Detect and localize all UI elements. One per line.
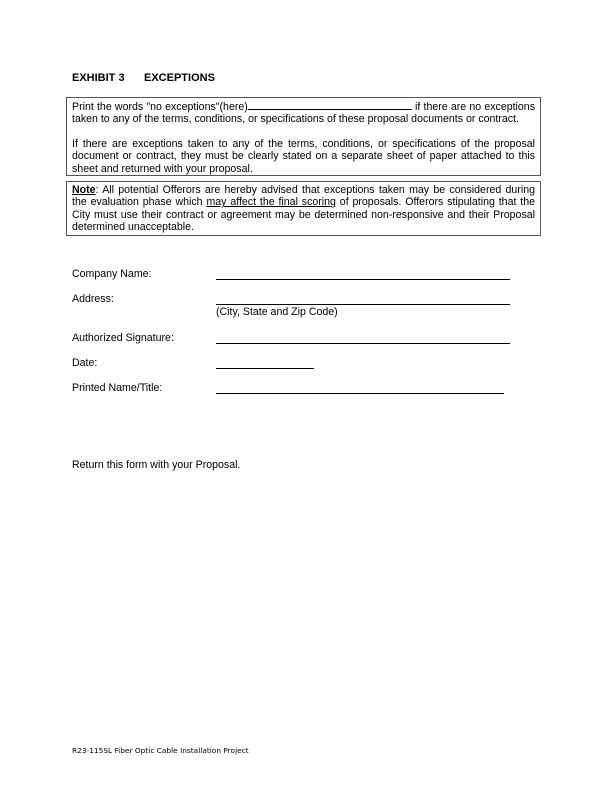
exhibit-heading <box>72 72 215 84</box>
date-label: Date: <box>72 357 98 369</box>
return-instruction: Return this form with your Proposal. <box>72 459 241 471</box>
note-underlined-text: may affect the final scoring <box>206 196 336 209</box>
note-label: Note <box>72 184 96 196</box>
address-label: Address: <box>72 293 114 305</box>
note-box <box>66 181 541 236</box>
exhibit-number: EXHIBIT 3 <box>72 72 125 84</box>
no-exceptions-prompt: Print the words "no exceptions"(here) <box>72 101 248 113</box>
address-field[interactable] <box>216 304 510 305</box>
exceptions-instructions-box <box>66 97 541 176</box>
date-field[interactable] <box>216 368 314 369</box>
exceptions-attachment-paragraph: If there are exceptions taken to any of the terms, conditions, or specifications of the proposal document or contract, they must be clearly stated on a separate sheet of paper attached to this sheet and returned with your proposal. <box>72 137 535 175</box>
exceptions-instruction-paragraph <box>72 100 535 126</box>
note-text-end: of proposals. Offerors stipulating that the City must use their contract or agreement may be determined non-responsive and their Proposal determined unacceptable. <box>72 196 535 234</box>
signature-field[interactable] <box>216 343 510 344</box>
company-name-label: Company Name: <box>72 268 152 280</box>
company-name-field[interactable] <box>216 279 510 280</box>
address-sub-label: (City, State and Zip Code) <box>216 306 338 318</box>
no-exceptions-blank[interactable] <box>248 100 412 110</box>
printed-name-field[interactable] <box>216 393 504 394</box>
note-text-start: : All potential Offerors are hereby advised that exceptions taken may be considered during the evaluation phase which <box>72 184 535 209</box>
note-paragraph <box>72 184 535 234</box>
no-exceptions-prompt-end: if there are no exceptions taken to any of the terms, conditions, or specifications of these proposal documents or contract. <box>72 101 535 126</box>
exhibit-title: EXCEPTIONS <box>144 72 215 84</box>
page-footer: R23-115SL Fiber Optic Cable Installation Project <box>72 746 249 755</box>
printed-name-label: Printed Name/Title: <box>72 382 163 394</box>
signature-label: Authorized Signature: <box>72 332 174 344</box>
